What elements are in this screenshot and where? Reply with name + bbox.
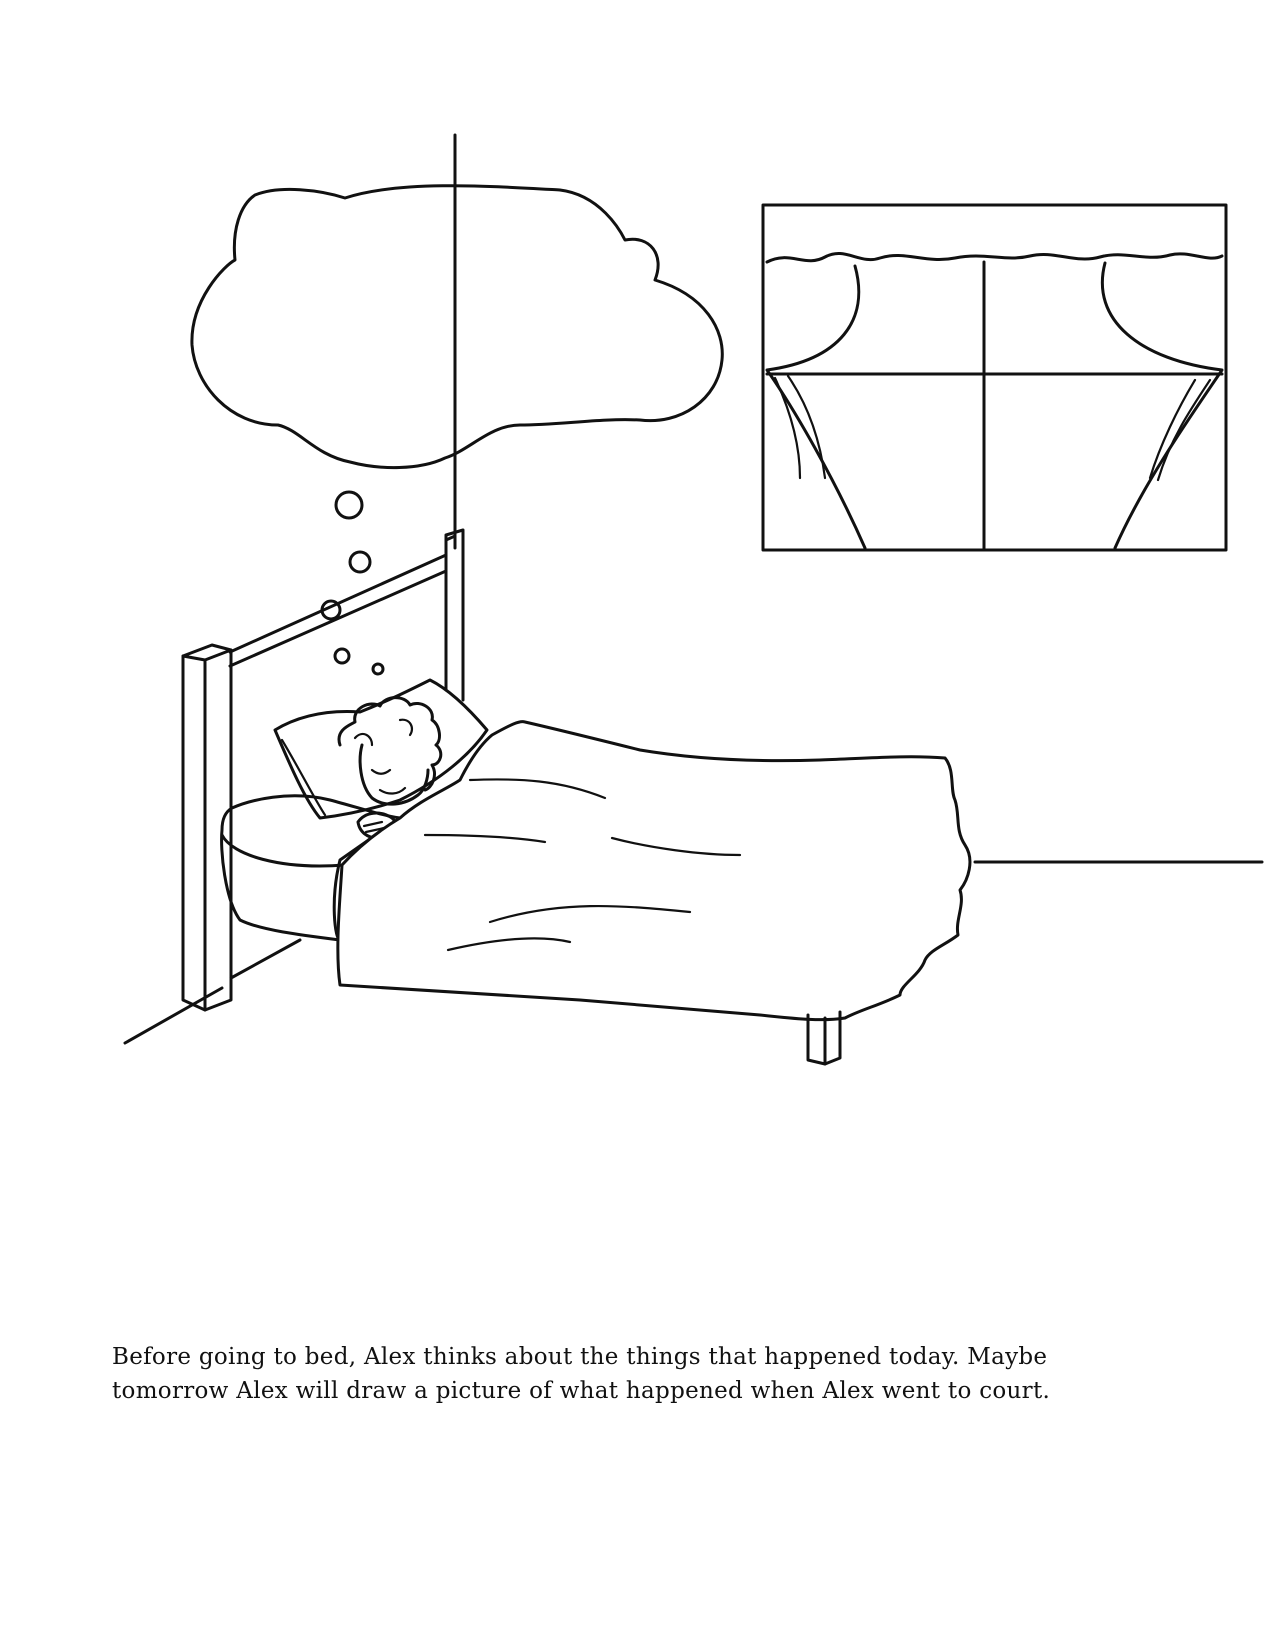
caption	[112, 1340, 1172, 1408]
window-valance	[767, 253, 1222, 262]
thought-bubble-medium	[350, 552, 370, 572]
child-hair-curl	[400, 720, 412, 735]
thought-bubble-tiny	[373, 664, 383, 674]
headboard-post-left-edge	[183, 650, 231, 1010]
left-curtain-fold	[775, 378, 800, 478]
headboard-post-right	[446, 530, 463, 700]
thought-bubble-large	[336, 492, 362, 518]
right-curtain-fold	[1150, 380, 1195, 478]
child-smile	[380, 788, 405, 794]
thought-cloud	[192, 186, 722, 674]
thought-bubble-small	[335, 649, 349, 663]
child-closed-eye	[372, 770, 390, 774]
child-hair-curl	[355, 734, 372, 745]
window	[763, 205, 1226, 550]
bed-side-rail	[231, 940, 300, 978]
caption-line-2: tomorrow Alex will draw a picture of what happened when Alex went to court.	[112, 1378, 1051, 1404]
caption-line-1: Before going to bed, Alex thinks about the things that happened today. Maybe	[112, 1344, 1048, 1370]
floor-line-left	[125, 988, 222, 1043]
child-face	[360, 745, 428, 804]
headboard-post-left	[183, 645, 231, 1010]
thought-cloud-outline	[192, 186, 722, 468]
right-curtain	[1102, 263, 1222, 548]
left-curtain	[767, 266, 865, 548]
right-curtain-fold	[1158, 380, 1210, 480]
mattress-edge	[222, 835, 345, 866]
headboard-rail-top	[230, 555, 446, 652]
pillow-seam	[282, 740, 325, 815]
